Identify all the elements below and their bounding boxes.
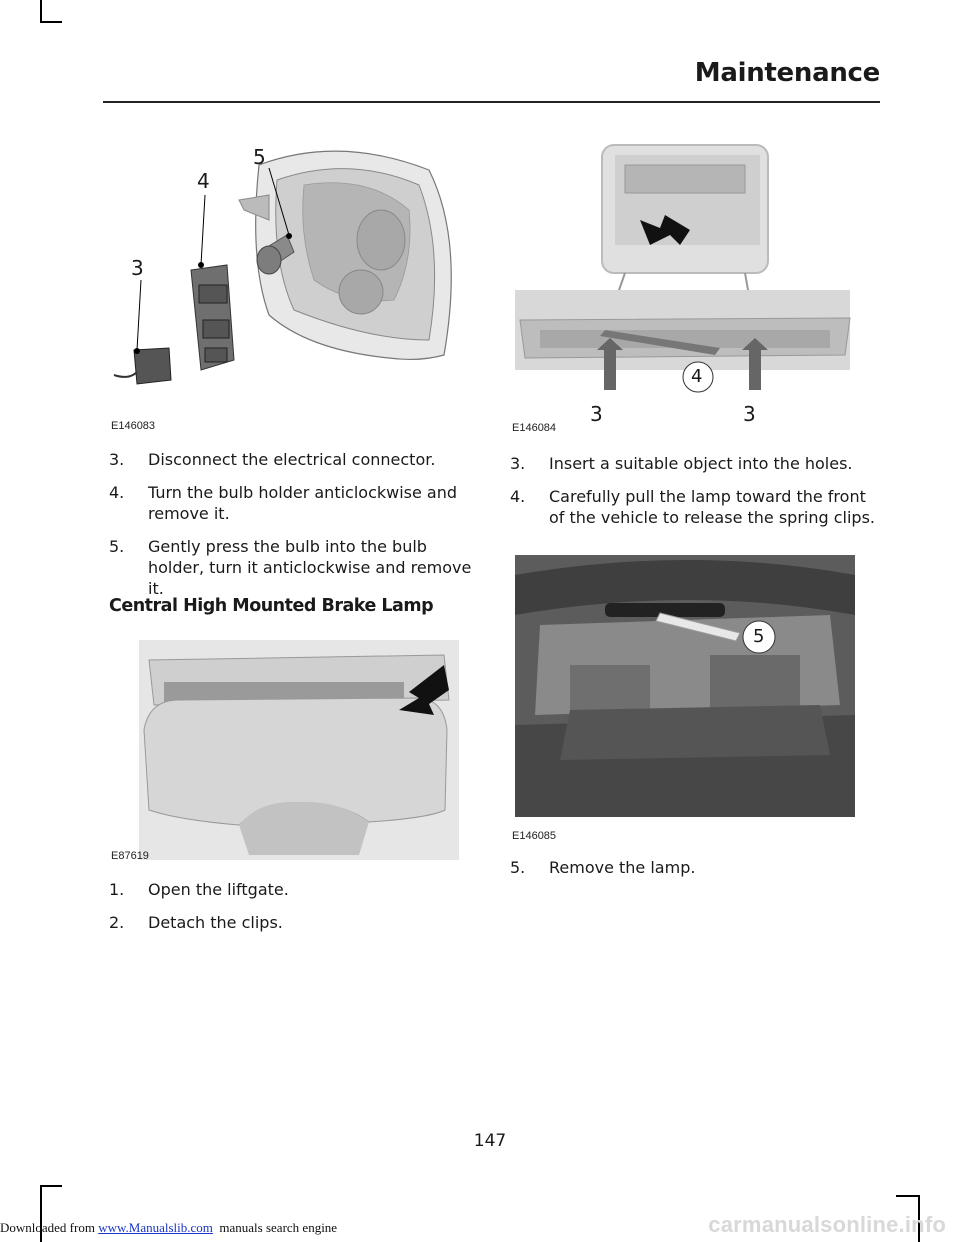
callout-5: 5 <box>253 145 266 169</box>
callout-5: 5 <box>753 626 765 647</box>
figure-code: E146084 <box>512 422 557 434</box>
callout-4: 4 <box>197 169 210 193</box>
manualslib-link[interactable]: www.Manualslib.com <box>98 1220 213 1235</box>
figure-code: E146085 <box>512 830 557 842</box>
list-item: 4. Turn the bulb holder anticlockwise and remove it. <box>109 483 458 523</box>
list-item: 1. Open the liftgate. <box>109 880 289 899</box>
section-heading: Central High Mounted Brake Lamp <box>109 596 434 616</box>
list-item: 2. Detach the clips. <box>109 913 283 932</box>
figure-code: E146083 <box>111 420 156 432</box>
crop-mark-top-left-v <box>40 0 42 22</box>
figure-high-mount-lamp <box>510 140 870 436</box>
page-title: Maintenance <box>694 58 880 88</box>
header-divider <box>103 101 880 103</box>
step-list-lamp-release <box>510 453 880 540</box>
crop-mark-top-left-h <box>40 21 62 23</box>
page-number: 147 <box>473 1131 507 1151</box>
crop-mark-bottom-left-h <box>40 1185 62 1187</box>
crop-mark-bottom-right-h <box>896 1195 918 1197</box>
list-item: 4. Carefully pull the lamp toward the front of the vehicle to release the spring clips. <box>510 487 876 527</box>
callout-4: 4 <box>691 366 703 387</box>
list-item: 3. Disconnect the electrical connector. <box>109 450 436 469</box>
step-list-liftgate <box>109 879 479 945</box>
watermark-logo: carmanualsonline.info <box>708 1212 946 1237</box>
figure-code: E87619 <box>111 850 149 862</box>
callout-3: 3 <box>590 402 603 426</box>
download-footer: Downloaded from www.Manualslib.com manuals search engine <box>0 1220 338 1235</box>
list-item: 5. Gently press the bulb into the bulb holder, turn it anticlockwise and remove it. <box>109 537 472 598</box>
figure-liftgate <box>109 640 469 865</box>
figure-tail-lamp <box>109 140 469 436</box>
list-item: 3. Insert a suitable object into the holes. <box>510 454 853 473</box>
list-item: 5. Remove the lamp. <box>510 858 696 877</box>
figure-interior-view <box>510 555 870 845</box>
step-list-bulb-removal <box>109 449 479 611</box>
callout-3: 3 <box>743 402 756 426</box>
callout-3: 3 <box>131 256 144 280</box>
step-list-remove-lamp <box>510 857 880 890</box>
